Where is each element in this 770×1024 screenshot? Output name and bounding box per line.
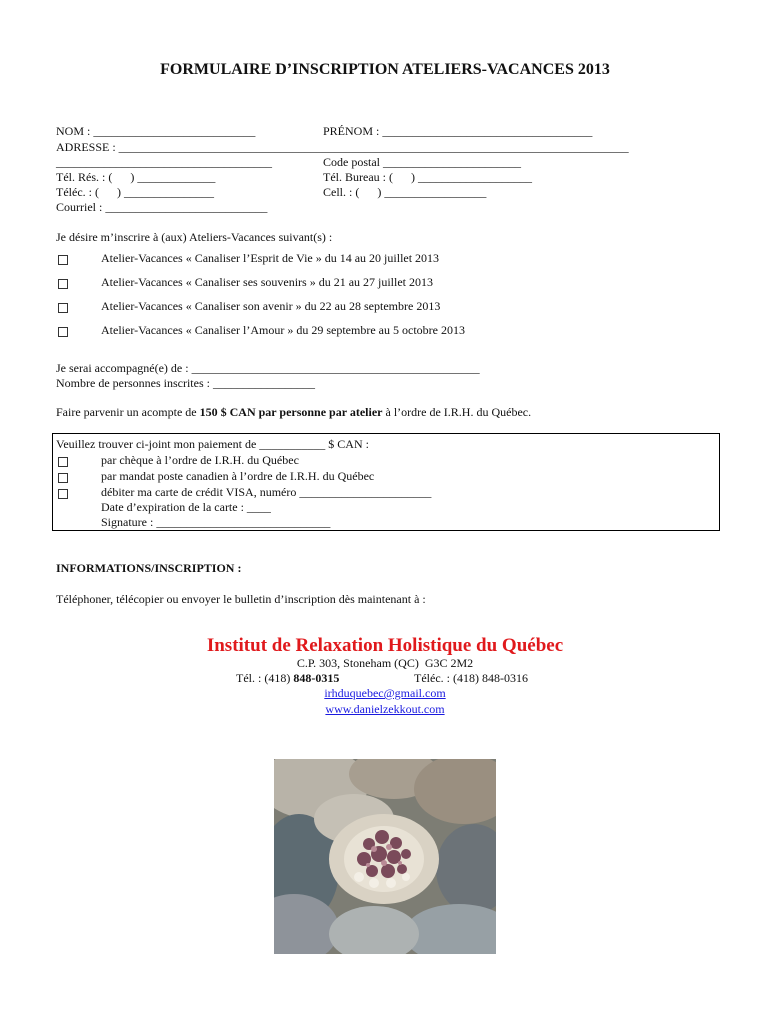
checkbox-icon xyxy=(58,279,68,289)
institute-telec: Téléc. : (418) 848-0316 xyxy=(414,671,528,685)
info-heading: INFORMATIONS/INSCRIPTION : xyxy=(56,561,242,575)
code-postal-field[interactable]: Code postal _______________________ xyxy=(323,155,521,169)
telec-field[interactable]: Téléc. : ( ) _______________ xyxy=(56,185,214,199)
ateliers-intro: Je désire m’inscrire à (aux) Ateliers-Vacances suivant(s) : xyxy=(56,230,333,244)
prenom-field[interactable]: PRÉNOM : ___________________________________ xyxy=(323,124,593,138)
institute-address: C.P. 303, Stoneham (QC) G3C 2M2 xyxy=(296,656,474,670)
signature-field[interactable]: Signature : _____________________________ xyxy=(101,515,331,529)
acompte-text xyxy=(56,405,531,420)
stones-and-flower-image xyxy=(274,759,496,954)
cell-field[interactable]: Cell. : ( ) _________________ xyxy=(323,185,487,199)
tel-bureau-field[interactable]: Tél. Bureau : ( ) ___________________ xyxy=(323,170,532,184)
checkbox-icon xyxy=(58,303,68,313)
checkbox-icon xyxy=(58,489,68,499)
website-line xyxy=(0,702,770,717)
website-link[interactable]: www.danielzekkout.com xyxy=(325,702,445,716)
institute-tel xyxy=(236,671,339,686)
tel-res-field[interactable]: Tél. Rés. : ( ) _____________ xyxy=(56,170,216,184)
checkbox-icon xyxy=(58,327,68,337)
accompagne-field[interactable]: Je serai accompagné(e) de : ________________________________________________ xyxy=(56,361,480,375)
courriel-field[interactable]: Courriel : ___________________________ xyxy=(56,200,268,214)
atelier-checkbox-1[interactable] xyxy=(58,252,68,267)
info-text: Téléphoner, télécopier ou envoyer le bulletin d’inscription dès maintenant à : xyxy=(56,592,426,606)
payment-option-cheque: par chèque à l’ordre de I.R.H. du Québec xyxy=(101,453,299,467)
atelier-checkbox-2[interactable] xyxy=(58,276,68,291)
atelier-label-2: Atelier-Vacances « Canaliser ses souvenirs » du 21 au 27 juillet 2013 xyxy=(101,275,434,289)
checkbox-icon xyxy=(58,473,68,483)
form-title: FORMULAIRE D’INSCRIPTION ATELIERS-VACANCES 2013 xyxy=(160,61,610,78)
nombre-field[interactable]: Nombre de personnes inscrites : _________________ xyxy=(56,376,315,390)
atelier-label-3: Atelier-Vacances « Canaliser son avenir » du 22 au 28 septembre 2013 xyxy=(101,299,441,313)
adresse-field[interactable]: ADRESSE : _____________________________________________________________________________________ xyxy=(56,140,629,154)
institute-name: Institut de Relaxation Holistique du Québec xyxy=(206,635,564,656)
payment-intro[interactable]: Veuillez trouver ci-joint mon paiement de ___________ $ CAN : xyxy=(56,437,369,451)
checkbox-icon xyxy=(58,255,68,265)
tel-label: Tél. : (418) xyxy=(236,671,294,685)
acompte-after: à l’ordre de I.R.H. du Québec. xyxy=(382,405,532,419)
nom-field[interactable]: NOM : ___________________________ xyxy=(56,124,256,138)
acompte-before: Faire parvenir un acompte de xyxy=(56,405,200,419)
payment-option-visa[interactable]: débiter ma carte de crédit VISA, numéro ______________________ xyxy=(101,485,432,499)
tel-number: 848-0315 xyxy=(293,671,340,685)
adresse-line-2[interactable]: ____________________________________ xyxy=(56,155,272,169)
acompte-amount: 150 $ CAN par personne par atelier xyxy=(199,405,383,419)
atelier-label-1: Atelier-Vacances « Canaliser l’Esprit de Vie » du 14 au 20 juillet 2013 xyxy=(101,251,440,265)
payment-checkbox-visa[interactable] xyxy=(58,486,68,501)
payment-checkbox-cheque[interactable] xyxy=(58,454,68,469)
expiration-field[interactable]: Date d’expiration de la carte : ____ xyxy=(101,500,271,514)
checkbox-icon xyxy=(58,457,68,467)
email-line xyxy=(0,686,770,701)
atelier-label-4: Atelier-Vacances « Canaliser l’Amour » du 29 septembre au 5 octobre 2013 xyxy=(101,323,465,337)
payment-checkbox-mandat[interactable] xyxy=(58,470,68,485)
email-link[interactable]: irhduquebec@gmail.com xyxy=(324,686,446,700)
atelier-checkbox-4[interactable] xyxy=(58,324,68,339)
payment-option-mandat: par mandat poste canadien à l’ordre de I.R.H. du Québec xyxy=(101,469,375,483)
atelier-checkbox-3[interactable] xyxy=(58,300,68,315)
